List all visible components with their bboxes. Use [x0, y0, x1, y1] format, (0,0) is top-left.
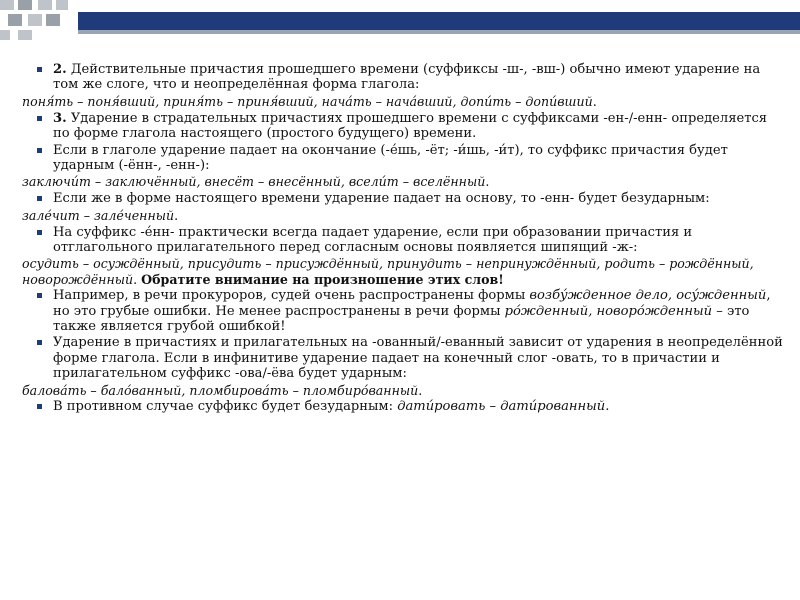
bullet-marker: [37, 293, 42, 298]
bullet-italic-text: возбу́жденное дело, осу́жденный: [529, 288, 767, 304]
bullet-italic-text: дати́ровать – дати́рованный: [397, 399, 606, 415]
corner-decoration: [0, 0, 72, 40]
example-line: [22, 174, 786, 189]
bullet-marker: [37, 340, 42, 345]
bullet-item: [22, 62, 786, 92]
example-line: [22, 94, 786, 109]
bullet-item: [22, 191, 786, 206]
bullet-marker: [37, 404, 42, 409]
bullet-item: [22, 335, 786, 381]
example-text: осудить – осуждённый, присудить – присуждённый, принудить – непринуждённый, родить – рождённый, новорождённый: [22, 256, 754, 287]
bullet-item: [22, 225, 786, 255]
bullet-marker: [37, 67, 42, 72]
bullet-marker: [37, 196, 42, 201]
item-number: 3.: [53, 110, 67, 126]
bullet-text: – это также является грубой ошибкой!: [53, 303, 750, 334]
bullet-text: , но это грубые ошибки. Не менее распространены в речи формы: [53, 288, 771, 319]
example-text: зале́чит – зале́ченный: [22, 207, 175, 223]
example-punct: .: [174, 207, 179, 223]
example-punct: .: [133, 271, 142, 287]
bullet-text: Ударение в причастиях и прилагательных на -ованный/-еванный зависит от ударения в неопределённой форме глагола. Если в инфинитиве ударение падает на конечный слог -овать, то в причастии и прилагательном суффикс -ова/-ёва будет ударным:: [53, 335, 783, 381]
bullet-marker: [37, 148, 42, 153]
example-line: [22, 383, 786, 398]
bullet-text: Действительные причастия прошедшего времени (суффиксы -ш-, -вш-) обычно имеют ударение на том же слоге, что и неопределённая форма глагола:: [53, 62, 761, 93]
example-punct: .: [485, 174, 490, 190]
bullet-marker: [37, 230, 42, 235]
pronunciation-note: Обратите внимание на произношение этих слов!: [141, 271, 504, 287]
bullet-item: [22, 111, 786, 141]
bullet-text: Если же в форме настоящего времени ударение падает на основу, то -енн- будет безударным:: [53, 191, 710, 207]
title-bar-stripe: [78, 12, 800, 34]
example-punct: .: [592, 93, 597, 109]
example-text: поня́ть – поня́вший, приня́ть – приня́вший, нача́ть – нача́вший, допи́ть – допи́вший: [22, 93, 593, 109]
bullet-text: .: [605, 399, 610, 415]
bullet-item: [22, 288, 786, 334]
bullet-text: Ударение в страдательных причастиях прошедшего времени с суффиксами -ен-/-енн- определяется по форме глагола настоящего (простого будущего) времени.: [53, 110, 768, 141]
bullet-text: Если в глаголе ударение падает на окончание (-е́шь, -ёт; -и́шь, -и́т), то суффикс причастия будет ударным (-ённ-, -енн-):: [53, 142, 728, 173]
bullet-text: В противном случае суффикс будет безударным:: [53, 399, 398, 415]
example-line: [22, 208, 786, 223]
bullet-italic-text: ро́жденный, новоро́жденный: [504, 303, 713, 319]
bullet-item: [22, 143, 786, 173]
item-number: 2.: [53, 62, 67, 77]
bullet-text: На суффикс -е́нн- практически всегда падает ударение, если при образовании причастия и отглагольного прилагательного перед согласным основы появляется шипящий -ж-:: [53, 224, 693, 255]
bullet-text: Например, в речи прокуроров, судей очень распространены формы: [53, 288, 530, 304]
example-punct: .: [418, 382, 423, 398]
slide-content: [22, 62, 786, 416]
example-text: балова́ть – бало́ванный, пломбирова́ть – пломбиро́ванный: [22, 382, 419, 398]
bullet-marker: [37, 116, 42, 121]
bullet-item: [22, 399, 786, 414]
example-text: заключи́т – заключённый, внесёт – внесённый, всели́т – вселённый: [22, 174, 486, 190]
example-line: [22, 256, 786, 286]
